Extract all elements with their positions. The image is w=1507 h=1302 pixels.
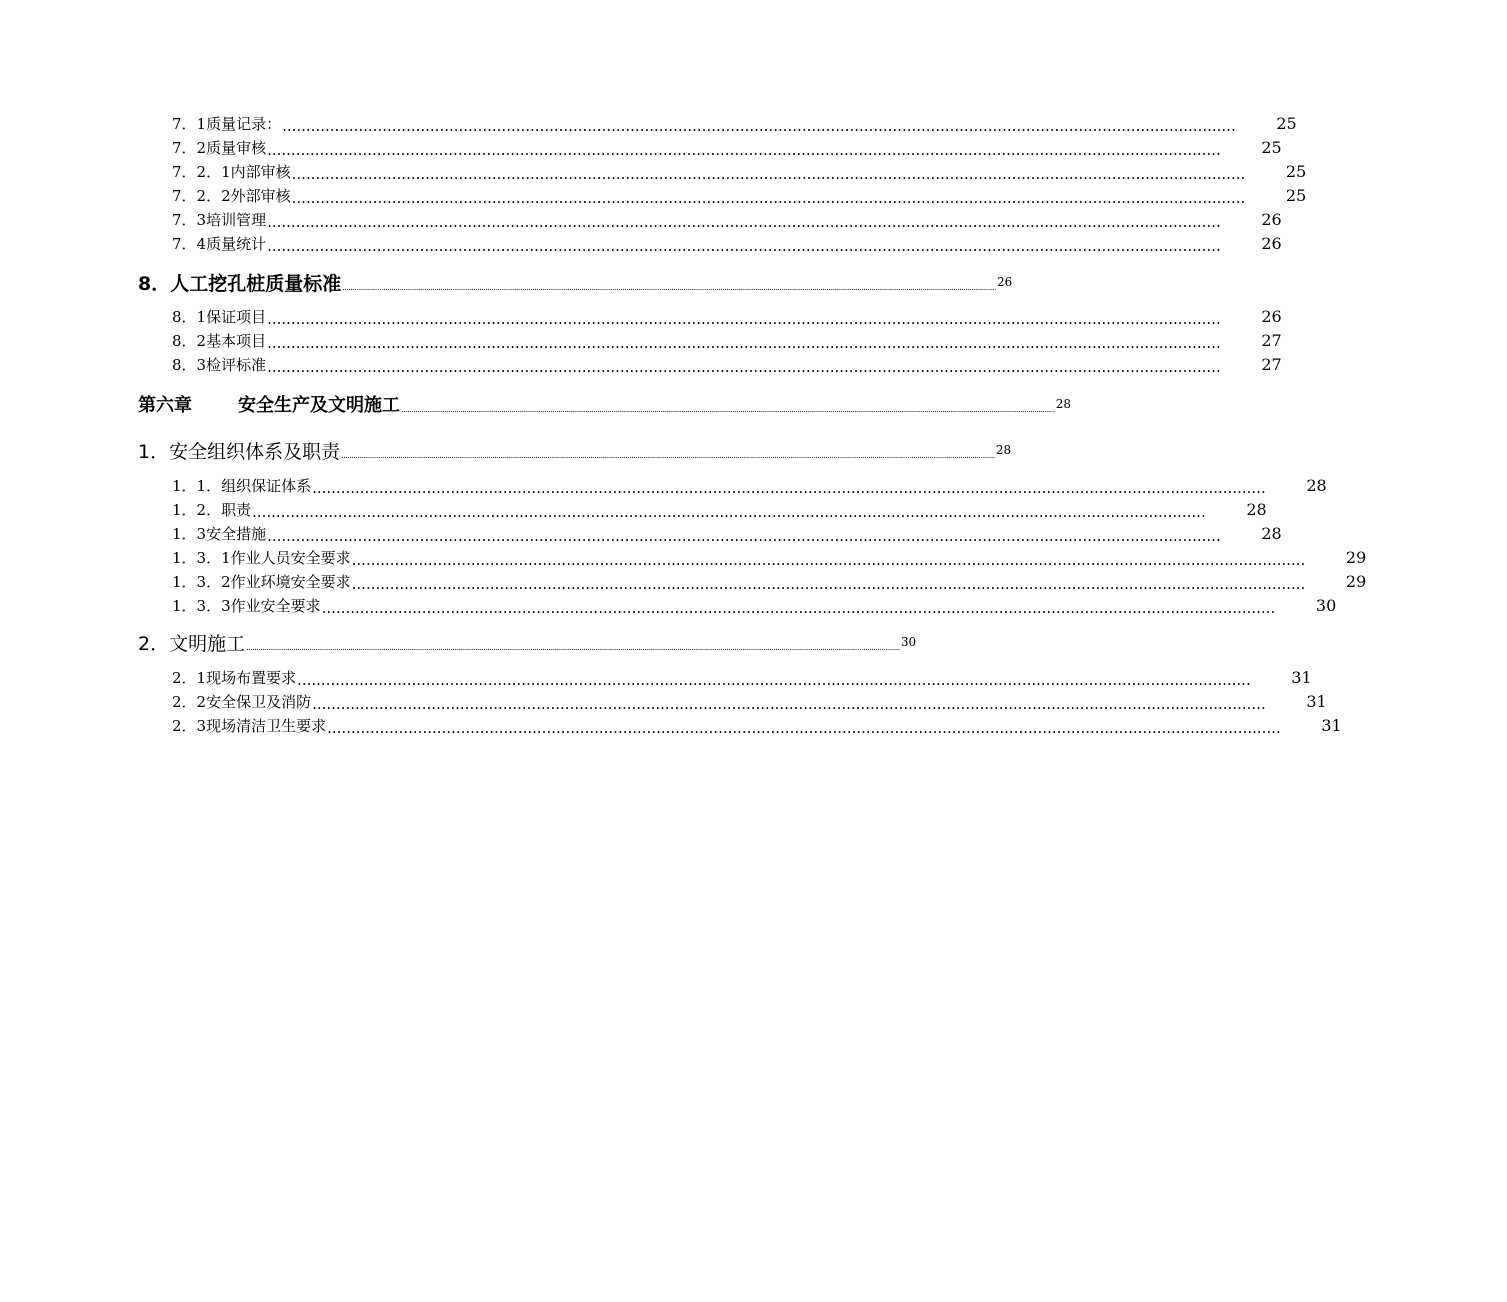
toc-entry-title: 2．1现场布置要求	[172, 669, 297, 687]
toc-entry[interactable]	[0, 162, 1307, 183]
toc-entry-page: 25	[1261, 138, 1282, 157]
toc-entry[interactable]	[0, 331, 1282, 352]
toc-entry-page: 26	[996, 275, 1013, 289]
toc-chapter-name: 安全生产及文明施工	[238, 395, 400, 416]
toc-leader-dots: ........................................................................................................................................................................................................	[312, 695, 1266, 713]
toc-entry-title: 1．2．职责	[172, 501, 252, 519]
toc-entry-page: 28	[1246, 500, 1267, 519]
toc-leader-dots: ........................................................................................................................................................................................................	[321, 599, 1276, 617]
toc-entry-page: 26	[1261, 307, 1282, 326]
toc-entry-page: 26	[1261, 234, 1282, 253]
toc-entry[interactable]	[0, 630, 920, 656]
toc-entry-title: 1．3．2作业环境安全要求	[172, 573, 351, 591]
toc-entry-page: 28	[1306, 476, 1327, 495]
toc-entry[interactable]	[0, 234, 1282, 255]
toc-entry[interactable]	[0, 210, 1282, 231]
toc-entry[interactable]	[0, 270, 1013, 296]
toc-entry[interactable]	[0, 524, 1282, 545]
toc-entry[interactable]	[0, 548, 1367, 569]
toc-entry[interactable]	[0, 572, 1367, 593]
toc-entry[interactable]	[0, 355, 1282, 376]
toc-entry-title: 7．1质量记录：	[172, 115, 282, 133]
toc-entry-page: 27	[1261, 355, 1282, 374]
toc-entry-title: 1．3安全措施	[172, 525, 267, 543]
toc-leader-dots: ........................................................................................................................................................................................................	[327, 719, 1281, 737]
toc-entry-page: 27	[1261, 331, 1282, 350]
toc-entry-title: 2．2安全保卫及消防	[172, 693, 312, 711]
toc-entry[interactable]	[0, 138, 1282, 159]
toc-entry-title: 7．4质量统计	[172, 235, 267, 253]
toc-entry-title: 2．文明施工	[138, 633, 246, 655]
toc-leader-dots: ................................................................................................................................................................................................................................................................................................................................	[341, 451, 995, 460]
toc-leader-dots: ................................................................................................................................................................................................................................................................................................................................	[401, 405, 1055, 414]
toc-entry-title: 2．3现场清洁卫生要求	[172, 717, 327, 735]
toc-leader-dots: ........................................................................................................................................................................................................	[291, 189, 1246, 207]
toc-entry[interactable]	[0, 500, 1267, 521]
toc-entry[interactable]	[0, 476, 1327, 497]
toc-entry-page: 31	[1306, 692, 1327, 711]
toc-entry-page: 30	[900, 635, 917, 649]
toc-leader-dots: ........................................................................................................................................................................................................	[267, 310, 1221, 328]
toc-chapter-entry[interactable]	[0, 392, 1072, 418]
toc-entry-page: 25	[1285, 186, 1307, 205]
toc-entry-page: 31	[1321, 716, 1342, 735]
toc-entry-page: 29	[1345, 572, 1367, 591]
toc-leader-dots: ........................................................................................................................................................................................................	[267, 358, 1221, 376]
toc-entry-title: 8．1保证项目	[172, 308, 267, 326]
toc-leader-dots: ........................................................................................................................................................................................................	[267, 237, 1221, 255]
toc-entry[interactable]	[0, 186, 1307, 207]
toc-leader-dots: ........................................................................................................................................................................................................	[312, 479, 1266, 497]
toc-entry-title: 1．3．1作业人员安全要求	[172, 549, 351, 567]
toc-chapter-number: 第六章	[138, 395, 192, 416]
toc-entry-title: 1．安全组织体系及职责	[138, 441, 341, 463]
toc-leader-dots: ........................................................................................................................................................................................................	[252, 503, 1206, 521]
toc-entry[interactable]	[0, 668, 1312, 689]
toc-leader-dots: ........................................................................................................................................................................................................	[267, 141, 1221, 159]
toc-entry-page: 28	[1261, 524, 1282, 543]
toc-entry-title: 7．2．2外部审核	[172, 187, 291, 205]
toc-entry[interactable]	[0, 438, 1012, 464]
toc-leader-dots: ................................................................................................................................................................................................................................................................................................................................	[246, 643, 900, 652]
toc-entry-title: 7．2．1内部审核	[172, 163, 291, 181]
toc-entry-title: 7．3培训管理	[172, 211, 267, 229]
toc-entry-title: 8．2基本项目	[172, 332, 267, 350]
toc-leader-dots: ........................................................................................................................................................................................................	[351, 575, 1306, 593]
toc-entry[interactable]	[0, 716, 1342, 737]
toc-entry-title: 1．3．3作业安全要求	[172, 597, 321, 615]
toc-entry-page: 30	[1315, 596, 1337, 615]
toc-leader-dots: ........................................................................................................................................................................................................	[351, 551, 1306, 569]
toc-entry-page: 28	[1055, 397, 1072, 411]
toc-leader-dots: ........................................................................................................................................................................................................	[282, 117, 1236, 135]
toc-entry-page: 26	[1261, 210, 1282, 229]
toc-entry[interactable]	[0, 692, 1327, 713]
toc-entry-page: 25	[1276, 114, 1297, 133]
toc-entry-title: 8．人工挖孔桩质量标准	[138, 273, 342, 295]
toc-leader-dots: ........................................................................................................................................................................................................	[291, 165, 1246, 183]
toc-leader-dots: ........................................................................................................................................................................................................	[267, 527, 1221, 545]
toc-chapter-title	[138, 394, 400, 418]
toc-entry-page: 29	[1345, 548, 1367, 567]
toc-entry[interactable]	[0, 307, 1282, 328]
toc-leader-dots: ........................................................................................................................................................................................................	[267, 213, 1221, 231]
toc-leader-dots: ................................................................................................................................................................................................................................................................................................................................	[342, 283, 996, 292]
toc-entry-title: 1．1．组织保证体系	[172, 477, 312, 495]
toc-entry-title: 8．3检评标准	[172, 356, 267, 374]
toc-leader-dots: ........................................................................................................................................................................................................	[267, 334, 1221, 352]
toc-leader-dots: ........................................................................................................................................................................................................	[297, 671, 1251, 689]
toc-entry-page: 28	[995, 443, 1012, 457]
toc-entry-title: 7．2质量审核	[172, 139, 267, 157]
toc-entry[interactable]	[0, 114, 1297, 135]
toc-entry[interactable]	[0, 596, 1337, 617]
toc-entry-page: 31	[1291, 668, 1312, 687]
toc-entry-page: 25	[1285, 162, 1307, 181]
